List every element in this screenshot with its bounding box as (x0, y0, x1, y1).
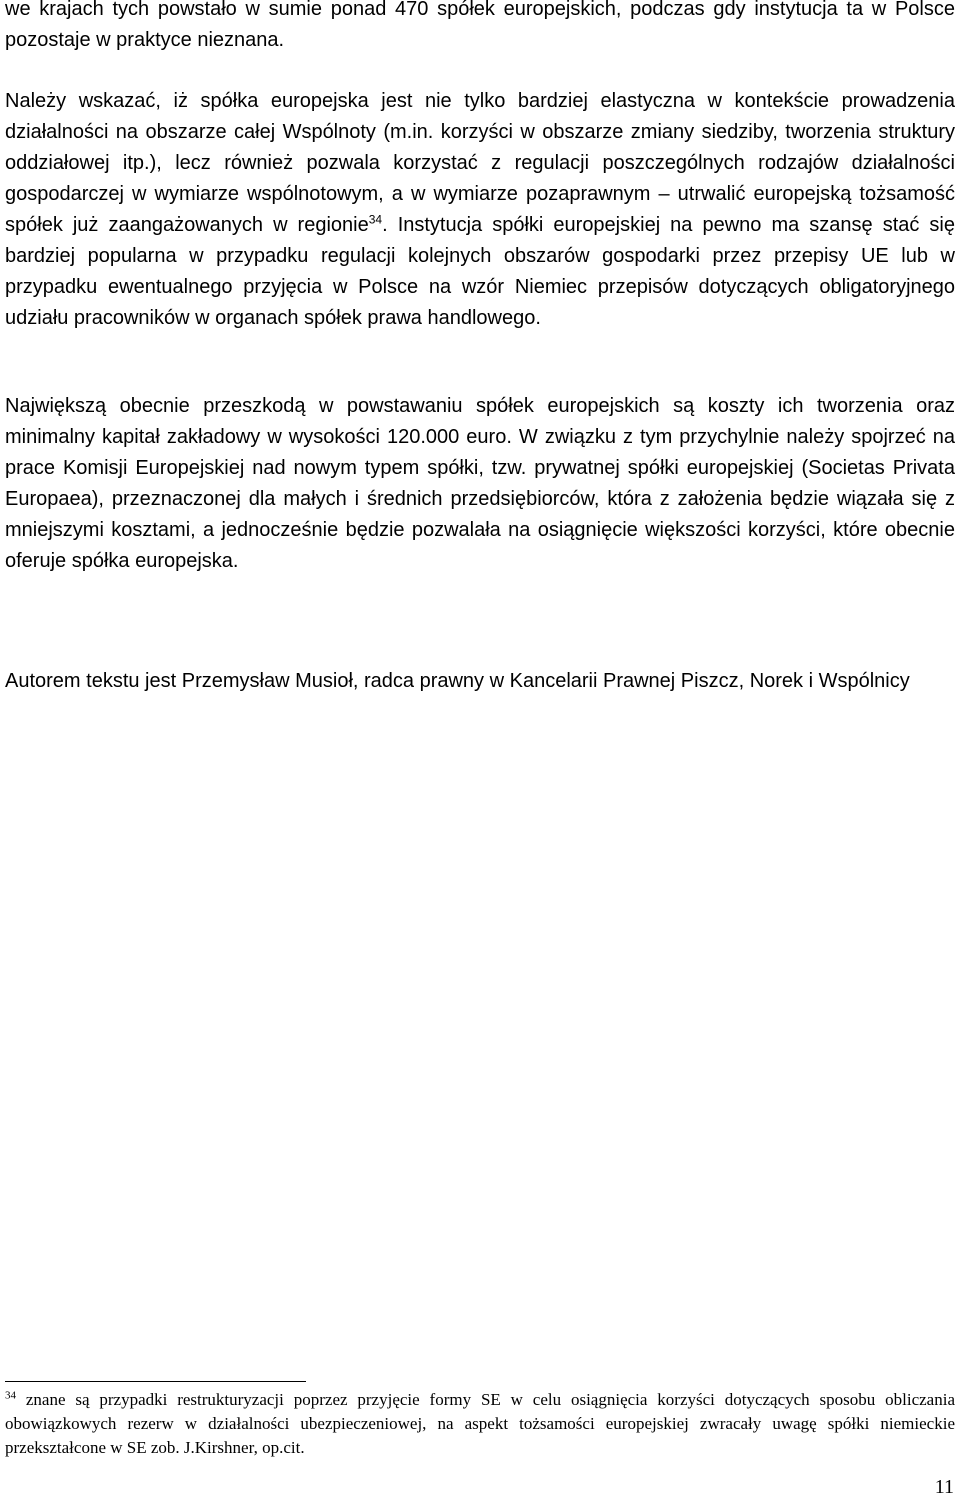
paragraph-advantages (5, 86, 955, 334)
footnote-text: znane są przypadki restrukturyzacji poprzez przyjęcie formy SE w celu osiągnięcia korzyści dotyczących sposobu obliczania obowiązkowych rezerw w działalności ubezpieczeniowej, na aspekt tożsamości europejskiej zwracały uwagę spółki niemieckie przekształcone w SE zob. J.Kirshner, op.cit. (5, 1390, 955, 1457)
paragraph-intro: we krajach tych powstało w sumie ponad 470 spółek europejskich, podczas gdy instytucja ta w Polsce pozostaje w praktyce nieznana. (5, 0, 955, 51)
paragraph-advantages-text: Należy wskazać, iż spółka europejska jest nie tylko bardziej elastyczna w kontekście prowadzenia działalności na obszarze całej Wspólnoty (m.in. korzyści w obszarze zmiany siedziby, tworzenia struktury oddziałowej itp.), lecz również pozwala korzystać z regulacji poszczególnych rodzajów działalności gospodarczej w wymiarze wspólnotowym, a w wymiarze pozaprawnym – utrwalić europejską tożsamość spółek już zaangażowanych w regionie (5, 90, 955, 236)
paragraph-obstacles: Największą obecnie przeszkodą w powstawaniu spółek europejskich są koszty ich tworzenia oraz minimalny kapitał zakładowy w wysokości 120.000 euro. W związku z tym przychylnie należy spojrzeć na prace Komisji Europejskiej nad nowym typem spółki, tzw. prywatnej spółki europejskiej (Societas Privata Europaea), przeznaczonej dla małych i średnich przedsiębiorców, która z założenia będzie wiązała się z mniejszymi kosztami, a jednocześnie będzie pozwalała na osiągnięcie większości korzyści, które obecnie oferuje spółka europejska. (5, 395, 955, 572)
author-note: Autorem tekstu jest Przemysław Musioł, radca prawny w Kancelarii Prawnej Piszcz, Norek i Wspólnicy (5, 670, 910, 692)
footnote-separator (5, 1381, 306, 1382)
footnote-number: 34 (5, 1389, 16, 1402)
footnote (5, 1388, 955, 1460)
footnote-reference[interactable]: 34 (368, 212, 383, 227)
paragraph-advantages-text-cont: . Instytucja spółki europejskiej na pewno ma szansę stać się bardziej popularna w przypadku regulacji kolejnych obszarów gospodarki przez przepisy UE lub w przypadku ewentualnego przyjęcia w Polsce na wzór Niemiec przepisów dotyczących obligatoryjnego udziału pracowników w organach spółek prawa handlowego. (5, 214, 955, 329)
page-number: 11 (934, 1476, 954, 1498)
